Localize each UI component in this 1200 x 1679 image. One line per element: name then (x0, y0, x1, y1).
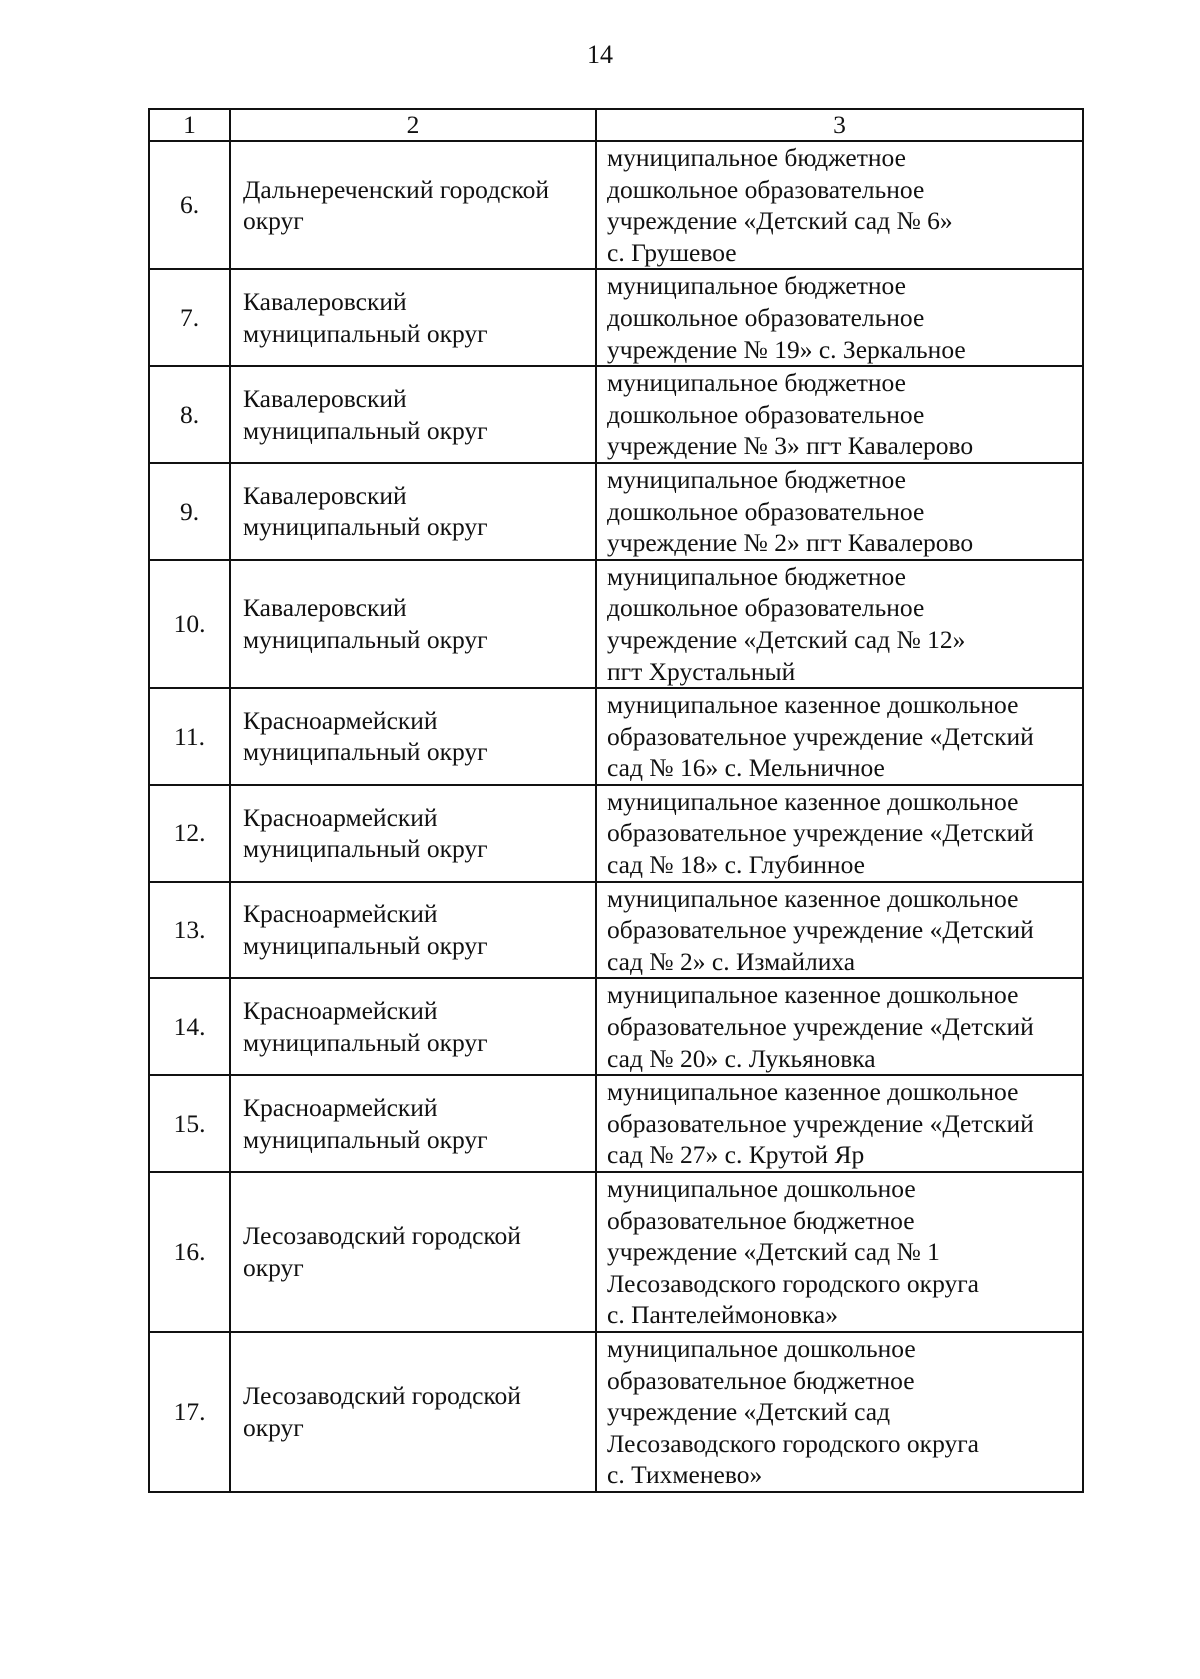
institution-text-line: муниципальное бюджетное (607, 464, 906, 494)
institution-text-line: муниципальное бюджетное (607, 271, 906, 301)
institution-text-line: с. Пантелеймоновка» (607, 1300, 838, 1330)
district-text-line: муниципальный округ (243, 834, 488, 864)
institution-text-line: Лесозаводского городского округа (607, 1428, 980, 1458)
institution-text-line: образовательное учреждение «Детский (607, 1012, 1034, 1042)
district-text-line: Красноармейский (243, 802, 438, 832)
district-cell (230, 785, 596, 882)
table-row (149, 1075, 1083, 1172)
district-text-line: Лесозаводский городской (243, 1381, 521, 1411)
table-row (149, 688, 1083, 785)
institution-text-line: сад № 18» с. Глубинное (607, 850, 865, 880)
institution-cell (596, 366, 1083, 463)
institution-text-line: образовательное бюджетное (607, 1205, 915, 1235)
table-row (149, 560, 1083, 688)
district-cell (230, 882, 596, 979)
institution-text-line: учреждение «Детский сад № 1 (607, 1237, 940, 1267)
district-cell (230, 269, 596, 366)
district-text-line: муниципальный округ (243, 1124, 488, 1154)
district-text-line: муниципальный округ (243, 318, 488, 348)
institution-text-line: учреждение «Детский сад № 6» (607, 206, 953, 236)
table-header-row (149, 109, 1083, 141)
table-row (149, 785, 1083, 882)
district-text-line: Лесозаводский городской (243, 1221, 521, 1251)
institution-cell (596, 269, 1083, 366)
page-number: 14 (587, 40, 613, 69)
institution-text-line: учреждение № 2» пгт Кавалерово (607, 528, 974, 558)
institution-text-line: с. Грушевое (607, 237, 737, 267)
district-cell (230, 560, 596, 688)
institution-cell (596, 785, 1083, 882)
district-text-line: муниципальный округ (243, 737, 488, 767)
institution-text-line: образовательное учреждение «Детский (607, 818, 1034, 848)
institution-text-line: сад № 27» с. Крутой Яр (607, 1140, 865, 1170)
institution-cell (596, 560, 1083, 688)
district-text-line: муниципальный округ (243, 512, 488, 542)
row-number-cell: 10. (149, 560, 230, 688)
row-number-cell: 14. (149, 978, 230, 1075)
table-row (149, 269, 1083, 366)
institution-text-line: Лесозаводского городского округа (607, 1268, 980, 1298)
row-number-cell: 13. (149, 882, 230, 979)
institution-text-line: муниципальное бюджетное (607, 368, 906, 398)
district-text-line: Красноармейский (243, 1093, 438, 1123)
row-number-cell: 12. (149, 785, 230, 882)
table-row (149, 463, 1083, 560)
table-row (149, 978, 1083, 1075)
table-row (149, 366, 1083, 463)
district-text-line: муниципальный округ (243, 415, 488, 445)
district-text-line: Дальнереченский городской (243, 174, 549, 204)
institution-text-line: дошкольное образовательное (607, 174, 925, 204)
table-row (149, 882, 1083, 979)
district-cell (230, 688, 596, 785)
institution-cell (596, 141, 1083, 269)
institution-text-line: пгт Хрустальный (607, 656, 796, 686)
row-number-cell: 11. (149, 688, 230, 785)
district-cell (230, 141, 596, 269)
institution-cell (596, 688, 1083, 785)
row-number-cell: 17. (149, 1332, 230, 1492)
institution-text-line: с. Тихменево» (607, 1460, 763, 1490)
institution-text-line: образовательное учреждение «Детский (607, 915, 1034, 945)
row-number-cell: 15. (149, 1075, 230, 1172)
district-text-line: округ (243, 1412, 304, 1442)
row-number-cell: 7. (149, 269, 230, 366)
institution-text-line: муниципальное казенное дошкольное (607, 786, 1019, 816)
district-text-line: Красноармейский (243, 996, 438, 1026)
table-row (149, 141, 1083, 269)
table-body (149, 109, 1083, 1492)
district-cell (230, 463, 596, 560)
header-cell-institution: 3 (596, 109, 1083, 141)
institution-text-line: муниципальное казенное дошкольное (607, 1077, 1019, 1107)
district-text-line: Кавалеровский (243, 593, 407, 623)
institution-text-line: учреждение № 19» с. Зеркальное (607, 334, 966, 364)
institution-text-line: дошкольное образовательное (607, 496, 925, 526)
institution-text-line: муниципальное казенное дошкольное (607, 690, 1019, 720)
institutions-table (148, 108, 1084, 1493)
district-cell (230, 1332, 596, 1492)
district-text-line: Кавалеровский (243, 287, 407, 317)
district-text-line: округ (243, 1252, 304, 1282)
row-number-cell: 8. (149, 366, 230, 463)
district-text-line: Кавалеровский (243, 383, 407, 413)
institution-text-line: дошкольное образовательное (607, 399, 925, 429)
district-text-line: Красноармейский (243, 705, 438, 735)
institution-cell (596, 978, 1083, 1075)
table-row (149, 1332, 1083, 1492)
institution-text-line: муниципальное дошкольное (607, 1333, 916, 1363)
institution-text-line: дошкольное образовательное (607, 593, 925, 623)
institution-text-line: муниципальное бюджетное (607, 561, 906, 591)
institution-cell (596, 1172, 1083, 1332)
institution-text-line: сад № 16» с. Мельничное (607, 753, 885, 783)
district-text-line: муниципальный округ (243, 624, 488, 654)
institution-text-line: образовательное бюджетное (607, 1365, 915, 1395)
district-text-line: Красноармейский (243, 899, 438, 929)
institution-text-line: дошкольное образовательное (607, 302, 925, 332)
district-cell (230, 366, 596, 463)
institution-text-line: муниципальное казенное дошкольное (607, 980, 1019, 1010)
district-text-line: Кавалеровский (243, 480, 407, 510)
district-cell (230, 1172, 596, 1332)
institution-text-line: учреждение «Детский сад (607, 1397, 891, 1427)
institution-text-line: муниципальное бюджетное (607, 143, 906, 172)
header-cell-number: 1 (149, 109, 230, 141)
district-cell (230, 978, 596, 1075)
district-text-line: муниципальный округ (243, 931, 488, 961)
institution-cell (596, 1075, 1083, 1172)
district-text-line: округ (243, 206, 304, 236)
row-number-cell: 16. (149, 1172, 230, 1332)
institution-text-line: учреждение «Детский сад № 12» (607, 624, 966, 654)
header-cell-district: 2 (230, 109, 596, 141)
row-number-cell: 9. (149, 463, 230, 560)
row-number-cell: 6. (149, 141, 230, 269)
institution-text-line: образовательное учреждение «Детский (607, 1108, 1034, 1138)
table-row (149, 1172, 1083, 1332)
institution-text-line: муниципальное дошкольное (607, 1174, 916, 1203)
institution-cell (596, 1332, 1083, 1492)
district-text-line: муниципальный округ (243, 1027, 488, 1057)
institution-text-line: муниципальное казенное дошкольное (607, 883, 1019, 913)
institution-text-line: учреждение № 3» пгт Кавалерово (607, 431, 974, 461)
institution-text-line: сад № 2» с. Измайлиха (607, 946, 856, 976)
institution-text-line: сад № 20» с. Лукьяновка (607, 1043, 876, 1073)
institution-cell (596, 463, 1083, 560)
district-cell (230, 1075, 596, 1172)
institution-text-line: образовательное учреждение «Детский (607, 721, 1034, 751)
institution-cell (596, 882, 1083, 979)
